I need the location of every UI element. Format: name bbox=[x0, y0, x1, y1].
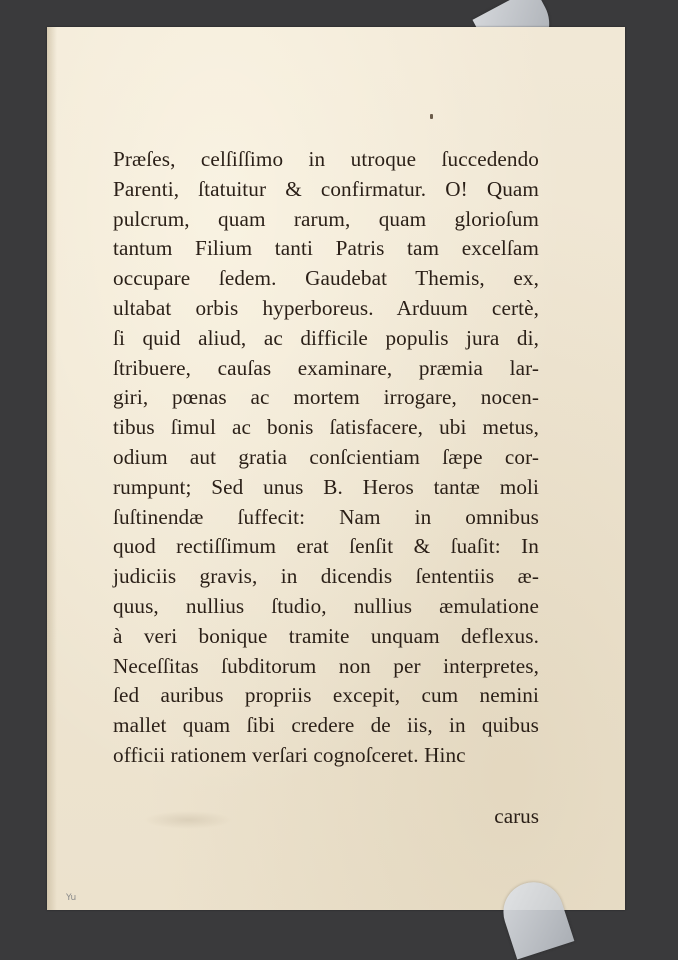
text-line: occupare ſedem. Gaudebat Themis, ex, bbox=[113, 266, 539, 291]
text-line: tantum Filium tanti Patris tam excelſam bbox=[113, 236, 539, 261]
text-line: rumpunt; Sed unus B. Heros tantæ moli bbox=[113, 474, 539, 499]
text-line: tibus ſimul ac bonis ſatisfacere, ubi metus, bbox=[113, 415, 539, 440]
text-line: Præſes, celſiſſimo in utroque ſuccedendo bbox=[113, 147, 539, 171]
text-line: odium aut gratia conſcientiam ſæpe cor- bbox=[113, 444, 539, 469]
text-line: ſi quid aliud, ac difficile populis jura di, bbox=[113, 325, 539, 350]
text-line: Neceſſitas ſubditorum non per interpretes, bbox=[113, 653, 539, 678]
text-line: quod rectiſſimum erat ſenſit & ſuaſit: In bbox=[113, 534, 539, 559]
text-line: Parenti, ſtatuitur & confirmatur. O! Quam bbox=[113, 176, 539, 201]
text-line: ſtribuere, cauſas examinare, præmia lar- bbox=[113, 355, 539, 380]
text-line: mallet quam ſibi credere de iis, in quibus bbox=[113, 713, 539, 738]
text-line: à veri bonique tramite unquam deflexus. bbox=[113, 623, 539, 648]
ink-dot bbox=[430, 114, 433, 119]
text-line: ultabat orbis hyperboreus. Arduum certè, bbox=[113, 295, 539, 320]
document-page bbox=[47, 27, 625, 910]
text-line: ſed auribus propriis excepit, cum nemini bbox=[113, 683, 539, 708]
text-line: giri, pœnas ac mortem irrogare, nocen- bbox=[113, 385, 539, 410]
text-line: judiciis gravis, in dicendis ſententiis æ- bbox=[113, 564, 539, 589]
text-line: quus, nullius ſtudio, nullius æmulatione bbox=[113, 593, 539, 618]
body-text bbox=[113, 145, 539, 771]
pencil-note: Yu bbox=[66, 893, 77, 903]
text-line: officii rationem verſari cognoſceret. Hinc bbox=[113, 742, 466, 767]
catchword: carus bbox=[494, 804, 539, 828]
page-edge-shadow bbox=[47, 27, 57, 910]
text-line: ſuſtinendæ ſuffecit: Nam in omnibus bbox=[113, 504, 539, 529]
text-line: pulcrum, quam rarum, quam glorioſum bbox=[113, 206, 539, 231]
